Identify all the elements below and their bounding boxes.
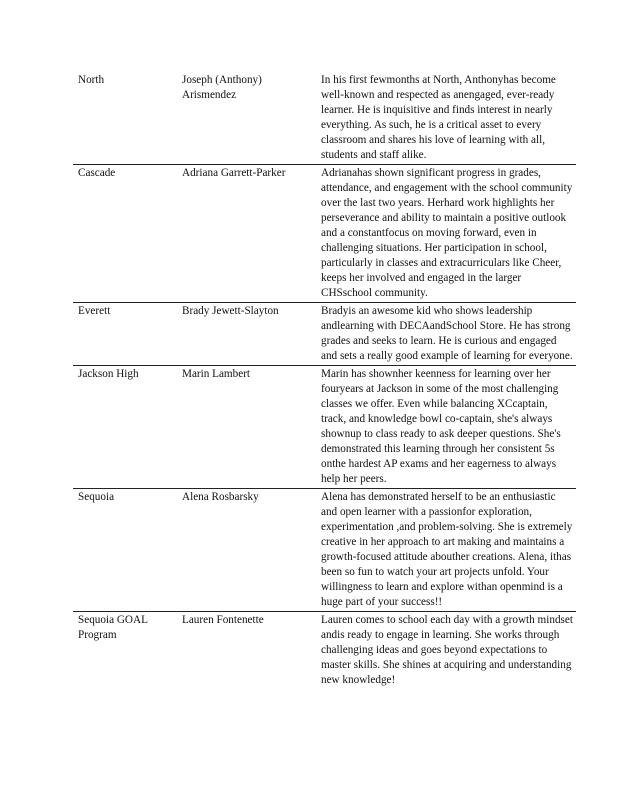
student-name-cell: Alena Rosbarsky xyxy=(177,489,316,612)
description-cell: Adrianahas shown significant progress in grades, attendance, and engagement with the school community over the last two years. Herhard work highlights her perseverance and ability to maintain a positive outlook and a constantfocus on moving forward, even in challenging situations. Her participation in school, particularly in classes and extracurriculars like Cheer, keeps her involved and engaged in the larger CHSschool community. xyxy=(316,165,576,303)
school-cell: Sequoia xyxy=(73,489,177,612)
table-row xyxy=(73,303,576,366)
student-name-cell: Lauren Fontenette xyxy=(177,612,316,690)
school-cell: Jackson High xyxy=(73,366,177,489)
table-row xyxy=(73,165,576,303)
description-cell: Lauren comes to school each day with a growth mindset andis ready to engage in learning. She works through challenging ideas and goes beyond expectations to master skills. She shines at acquiring and understanding new knowledge! xyxy=(316,612,576,690)
table-row xyxy=(73,72,576,165)
student-name-cell: Adriana Garrett-Parker xyxy=(177,165,316,303)
school-cell: Everett xyxy=(73,303,177,366)
table-row xyxy=(73,489,576,612)
table-row xyxy=(73,366,576,489)
student-name-cell: Brady Jewett-Slayton xyxy=(177,303,316,366)
student-name-cell: Joseph (Anthony) Arismendez xyxy=(182,74,262,101)
table-row xyxy=(73,612,576,690)
school-cell: Cascade xyxy=(73,165,177,303)
school-cell: North xyxy=(78,74,105,86)
recognition-table xyxy=(73,72,576,689)
description-cell: Bradyis an awesome kid who shows leadership andlearning with DECAandSchool Store. He has strong grades and seeks to learn. He is curious and engaged and sets a really good example of learning for everyone. xyxy=(316,303,576,366)
student-name-cell: Marin Lambert xyxy=(177,366,316,489)
description-cell: Marin has shownher keenness for learning over her fouryears at Jackson in some of the most challenging classes we offer. Even while balancing XCcaptain, track, and knowledge bowl co-captain, she's always shownup to class ready to ask deeper questions. She's demonstrated this learning through her consistent 5s onthe hardest AP exams and her eagerness to always help her peers. xyxy=(316,366,576,489)
school-cell: Sequoia GOAL Program xyxy=(73,612,177,690)
description-cell: Alena has demonstrated herself to be an enthusiastic and open learner with a passionfor exploration, experimentation ,and problem-solving. She is extremely creative in her approach to art making and maintains a growth-focused attitude abouther creations. Alena, ithas been so fun to watch your art projects unfold. Your willingness to learn and explore withan openmind is a huge part of your success!! xyxy=(316,489,576,612)
description-cell: In his first fewmonths at North, Anthonyhas become well-known and respected as anengaged, ever-ready learner. He is inquisitive and finds interest in nearly everything. As such, he is a critical asset to every classroom and shares his love of learning with all, students and staff alike. xyxy=(321,74,556,161)
